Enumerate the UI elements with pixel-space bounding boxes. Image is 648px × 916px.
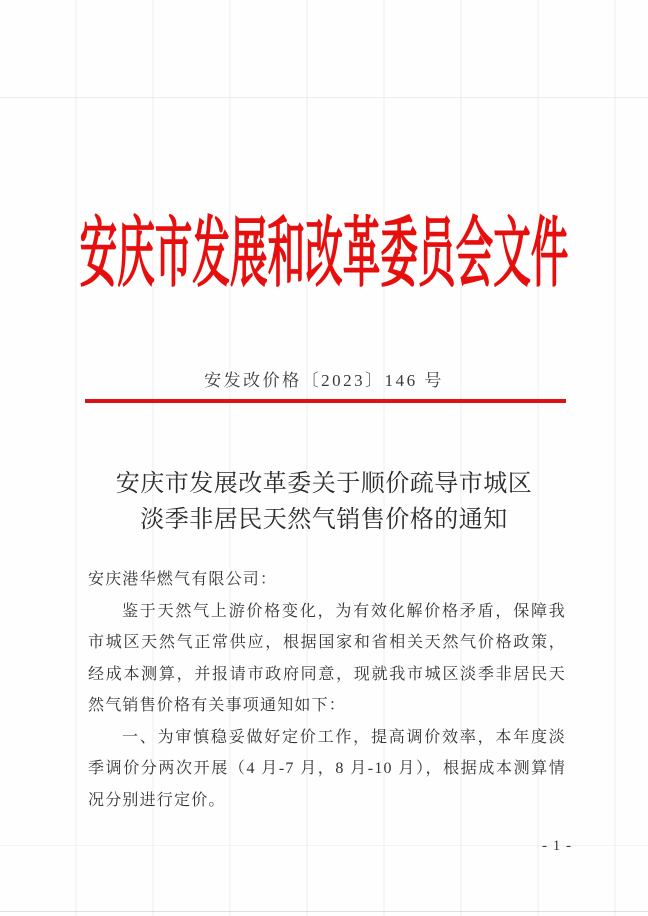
document-title-line1: 安庆市发展改革委关于顺价疏导市城区 — [115, 471, 533, 497]
body-paragraph: 一、为审慎稳妥做好定价工作，提高调价效率，本年度淡季调价分两次开展（4 月-7 月，8 月-10 月），根据成本测算情况分别进行定价。 — [88, 728, 566, 809]
scan-artifact-line — [0, 911, 648, 912]
document-title — [0, 466, 648, 538]
letterhead — [0, 210, 648, 297]
document-title-line2: 淡季非居民天然气销售价格的通知 — [140, 507, 508, 533]
body-paragraph: 鉴于天然气上游价格变化，为有效化解价格矛盾，保障我市城区天然气正常供应，根据国家和省相关天然气价格政策，经成本测算，并报请市政府同意，现就我市城区淡季非居民天然气销售价格有关事项通知如下： — [88, 602, 566, 714]
document-body — [88, 564, 566, 816]
page-number: - 1 - — [542, 838, 572, 854]
red-divider — [85, 399, 566, 403]
letterhead-title: 安庆市发展和改革委员会文件 — [79, 210, 569, 297]
salutation: 安庆港华燃气有限公司： — [88, 571, 278, 588]
document-number: 安发改价格〔2023〕146 号 — [204, 371, 444, 390]
scan-artifact-line — [0, 97, 648, 98]
